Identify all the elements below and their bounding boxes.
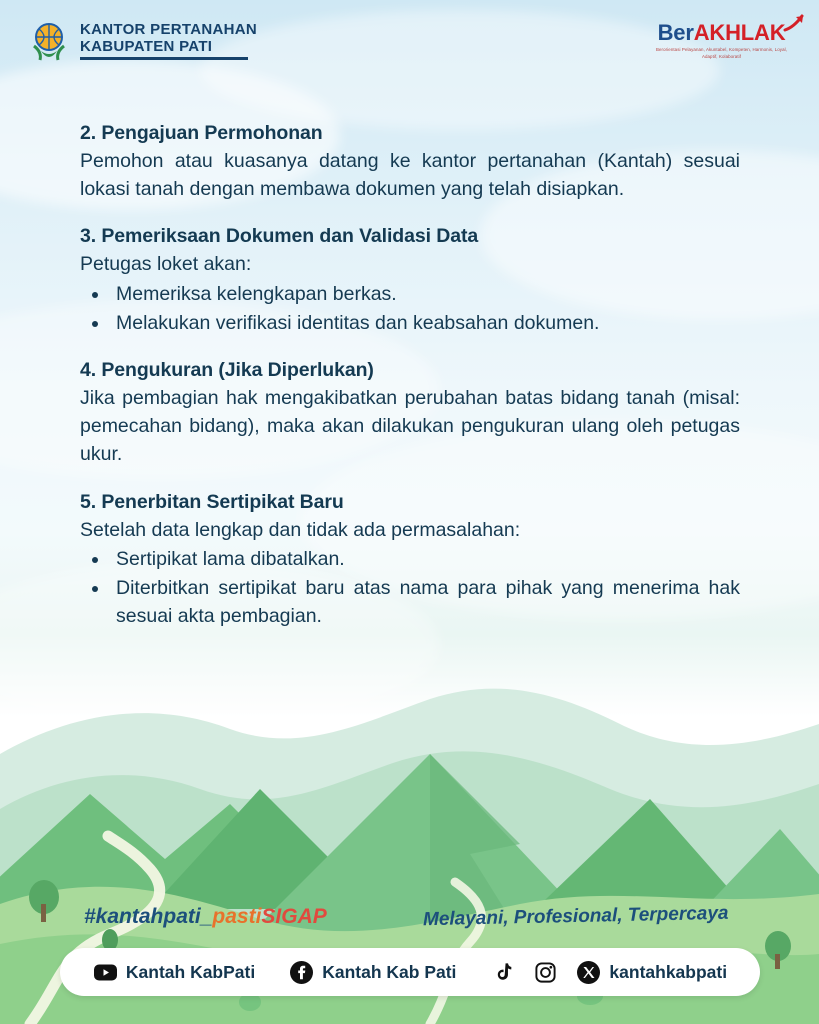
- berakhlak-suffix: AKHLAK: [693, 20, 786, 45]
- section-title: 3. Pemeriksaan Dokumen dan Validasi Data: [80, 225, 479, 248]
- list-item: • Memeriksa kelengkapan berkas.: [110, 281, 740, 309]
- social-label: Kantah KabPati: [125, 961, 256, 982]
- hashtag-text: [84, 905, 327, 929]
- section-list: [110, 546, 740, 630]
- poster-content: [80, 122, 740, 631]
- logo-underline: [80, 57, 248, 60]
- list-item: • Melakukan verifikasi identitas dan keabsahan dokumen.: [110, 310, 740, 338]
- berakhlak-brand: [654, 20, 789, 60]
- facebook-icon: [289, 960, 314, 985]
- social-item-facebook[interactable]: [289, 960, 456, 985]
- hashtag-part-2: pasti: [212, 905, 262, 928]
- hashtag-part-3: SIGAP: [261, 905, 327, 928]
- section-3: [80, 225, 740, 337]
- section-2: [80, 122, 740, 203]
- list-item: • Sertipikat lama dibatalkan.: [110, 546, 740, 574]
- social-media-bar: [60, 948, 760, 996]
- section-4: [80, 359, 740, 468]
- social-label: kantahkabpati: [609, 961, 728, 982]
- x-twitter-icon: [576, 960, 601, 985]
- tiktok-icon: [490, 960, 515, 985]
- youtube-icon: [93, 960, 118, 985]
- poster-header: [0, 0, 819, 86]
- section-title: 5. Penerbitan Sertipikat Baru: [80, 490, 344, 513]
- berakhlak-prefix: Ber: [657, 20, 694, 45]
- section-lead: Petugas loket akan:: [80, 253, 252, 276]
- logo-line-2: KABUPATEN PATI: [80, 37, 213, 55]
- instagram-icon: [533, 960, 558, 985]
- social-item-youtube[interactable]: [93, 960, 255, 985]
- social-item-instagram[interactable]: [533, 960, 566, 985]
- section-title: 4. Pengukuran (Jika Diperlukan): [80, 359, 374, 382]
- list-item: • Diterbitkan sertipikat baru atas nama para pihak yang menerima hak sesuai akta pembagian.: [110, 575, 740, 630]
- section-body: Jika pembagian hak mengakibatkan perubahan batas bidang tanah (misal: pemecahan bidang), maka akan dilakukan pengukuran ulang oleh petugas ukur.: [80, 387, 740, 465]
- tagline-text: Melayani, Profesional, Terpercaya: [423, 902, 730, 931]
- section-5: [80, 491, 740, 631]
- berakhlak-subtitle: Berorientasi Pelayanan, Akuntabel, Kompeten, Harmonis, Loyal, Adaptif, Kolaboratif: [655, 47, 788, 59]
- berakhlak-title: [654, 20, 789, 46]
- section-list: [110, 281, 740, 337]
- organization-logo: [28, 18, 257, 64]
- section-lead: Setelah data lengkap dan tidak ada permasalahan:: [80, 518, 521, 541]
- hashtag-part-1: #kantahpati_: [84, 905, 213, 928]
- section-body: Pemohon atau kuasanya datang ke kantor pertanahan (Kantah) sesuai lokasi tanah dengan membawa dokumen yang telah disiapkan.: [80, 150, 740, 200]
- social-label: Kantah Kab Pati: [322, 961, 457, 982]
- section-title: 2. Pengajuan Permohonan: [80, 122, 323, 144]
- swoosh-icon: [783, 14, 805, 36]
- logo-line-1: KANTOR PERTANAHAN: [80, 21, 258, 39]
- kantor-pertanahan-logo-icon: [28, 18, 70, 64]
- social-item-x-twitter[interactable]: [576, 960, 727, 985]
- social-item-tiktok[interactable]: [490, 960, 523, 985]
